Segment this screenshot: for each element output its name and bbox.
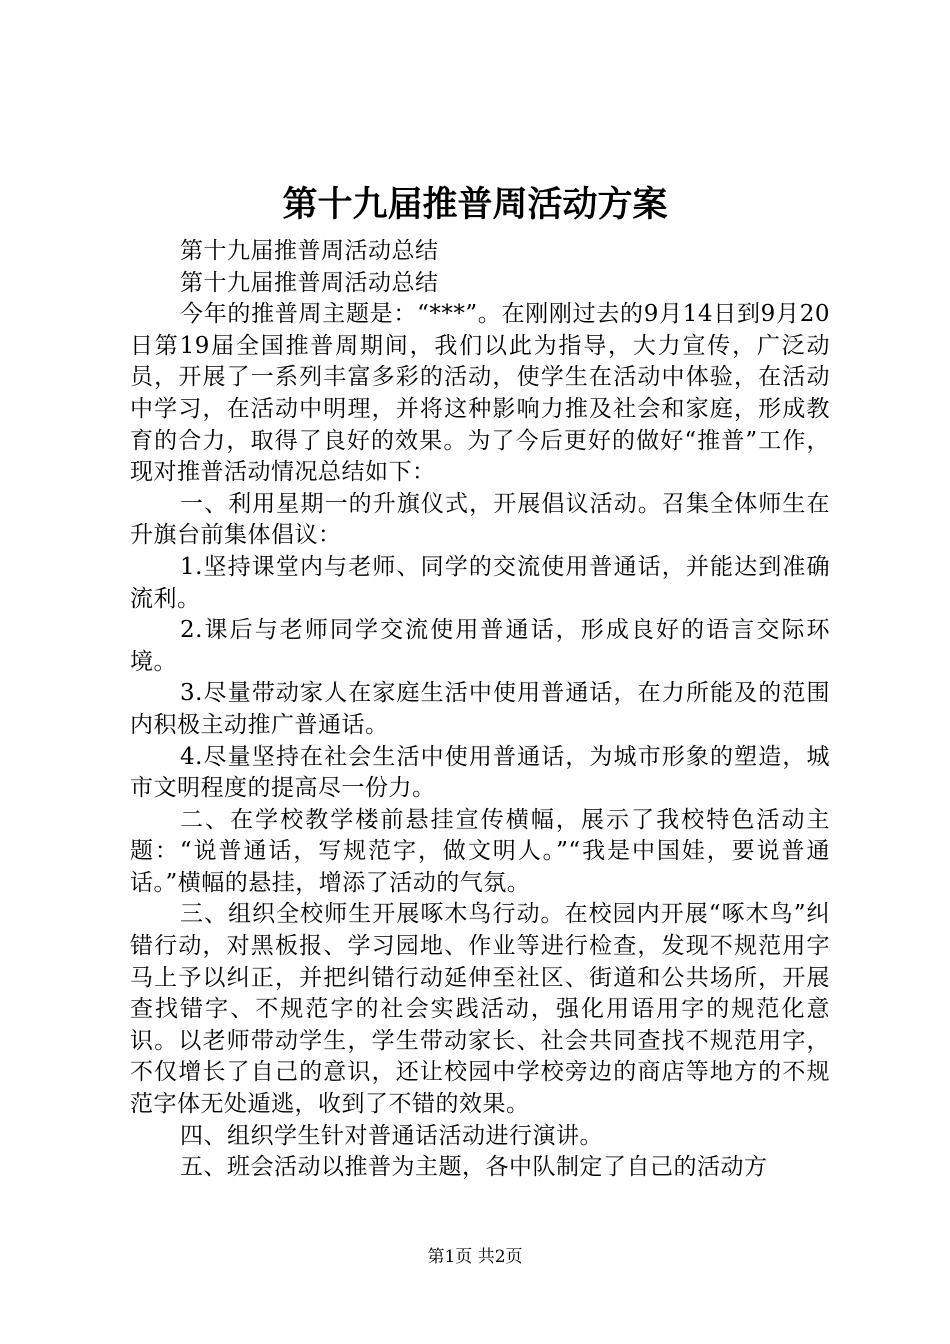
page-number-footer: 第1页 共2页 — [427, 1247, 523, 1267]
paragraph-subtitle-2: 第十九届推普周活动总结 — [180, 269, 439, 296]
paragraph-item-2: 2.课后与老师同学交流使用普通话，形成良好的语言交际环境。 — [130, 617, 830, 675]
document-body — [130, 236, 830, 1184]
paragraph-section-2: 二、在学校教学楼前悬挂宣传横幅，展示了我校特色活动主题：“说普通话，写规范字，做文明人。”“我是中国娃，要说普通话。”横幅的悬挂，增添了活动的气氛。 — [130, 806, 830, 896]
document-title: 第十九届推普周活动方案 — [282, 184, 668, 225]
paragraph-intro: 今年的推普周主题是：“***”。在刚刚过去的9月14日到9月20日第19届全国推普周期间，我们以此为指导，大力宣传，广泛动员，开展了一系列丰富多彩的活动，使学生在活动中体验，在活动中学习，在活动中明理，并将这种影响力推及社会和家庭，形成教育的合力，取得了良好的效果。为了今后更好的做好“推普”工作，现对推普活动情况总结如下： — [130, 301, 830, 486]
paragraph-section-3: 三、组织全校师生开展啄木鸟行动。在校园内开展“啄木鸟”纠错行动，对黑板报、学习园地、作业等进行检查，发现不规范用字马上予以纠正，并把纠错行动延伸至社区、街道和公共场所，开展查找错字、不规范字的社会实践活动，强化用语用字的规范化意识。以老师带动学生，学生带动家长、社会共同查找不规范用字，不仅增长了自己的意识，还让校园中学校旁边的商店等地方的不规范字体无处遁逃，收到了不错的效果。 — [130, 901, 830, 1118]
paragraph-item-1: 1.坚持课堂内与老师、同学的交流使用普通话，并能达到准确流利。 — [130, 553, 830, 612]
paragraph-section-4: 四、组织学生针对普通话活动进行演讲。 — [180, 1122, 603, 1149]
paragraph-section-1: 一、利用星期一的升旗仪式，开展倡议活动。召集全体师生在升旗台前集体倡议： — [130, 490, 830, 549]
paragraph-section-5: 五、班会活动以推普为主题，各中队制定了自己的活动方 — [180, 1154, 768, 1181]
paragraph-item-4: 4.尽量坚持在社会生活中使用普通话，为城市形象的塑造，城市文明程度的提高尽一份力。 — [130, 743, 830, 802]
paragraph-subtitle-1: 第十九届推普周活动总结 — [180, 238, 439, 264]
paragraph-item-3: 3.尽量带动家人在家庭生活中使用普通话，在力所能及的范围内积极主动推广普通话。 — [130, 680, 830, 738]
